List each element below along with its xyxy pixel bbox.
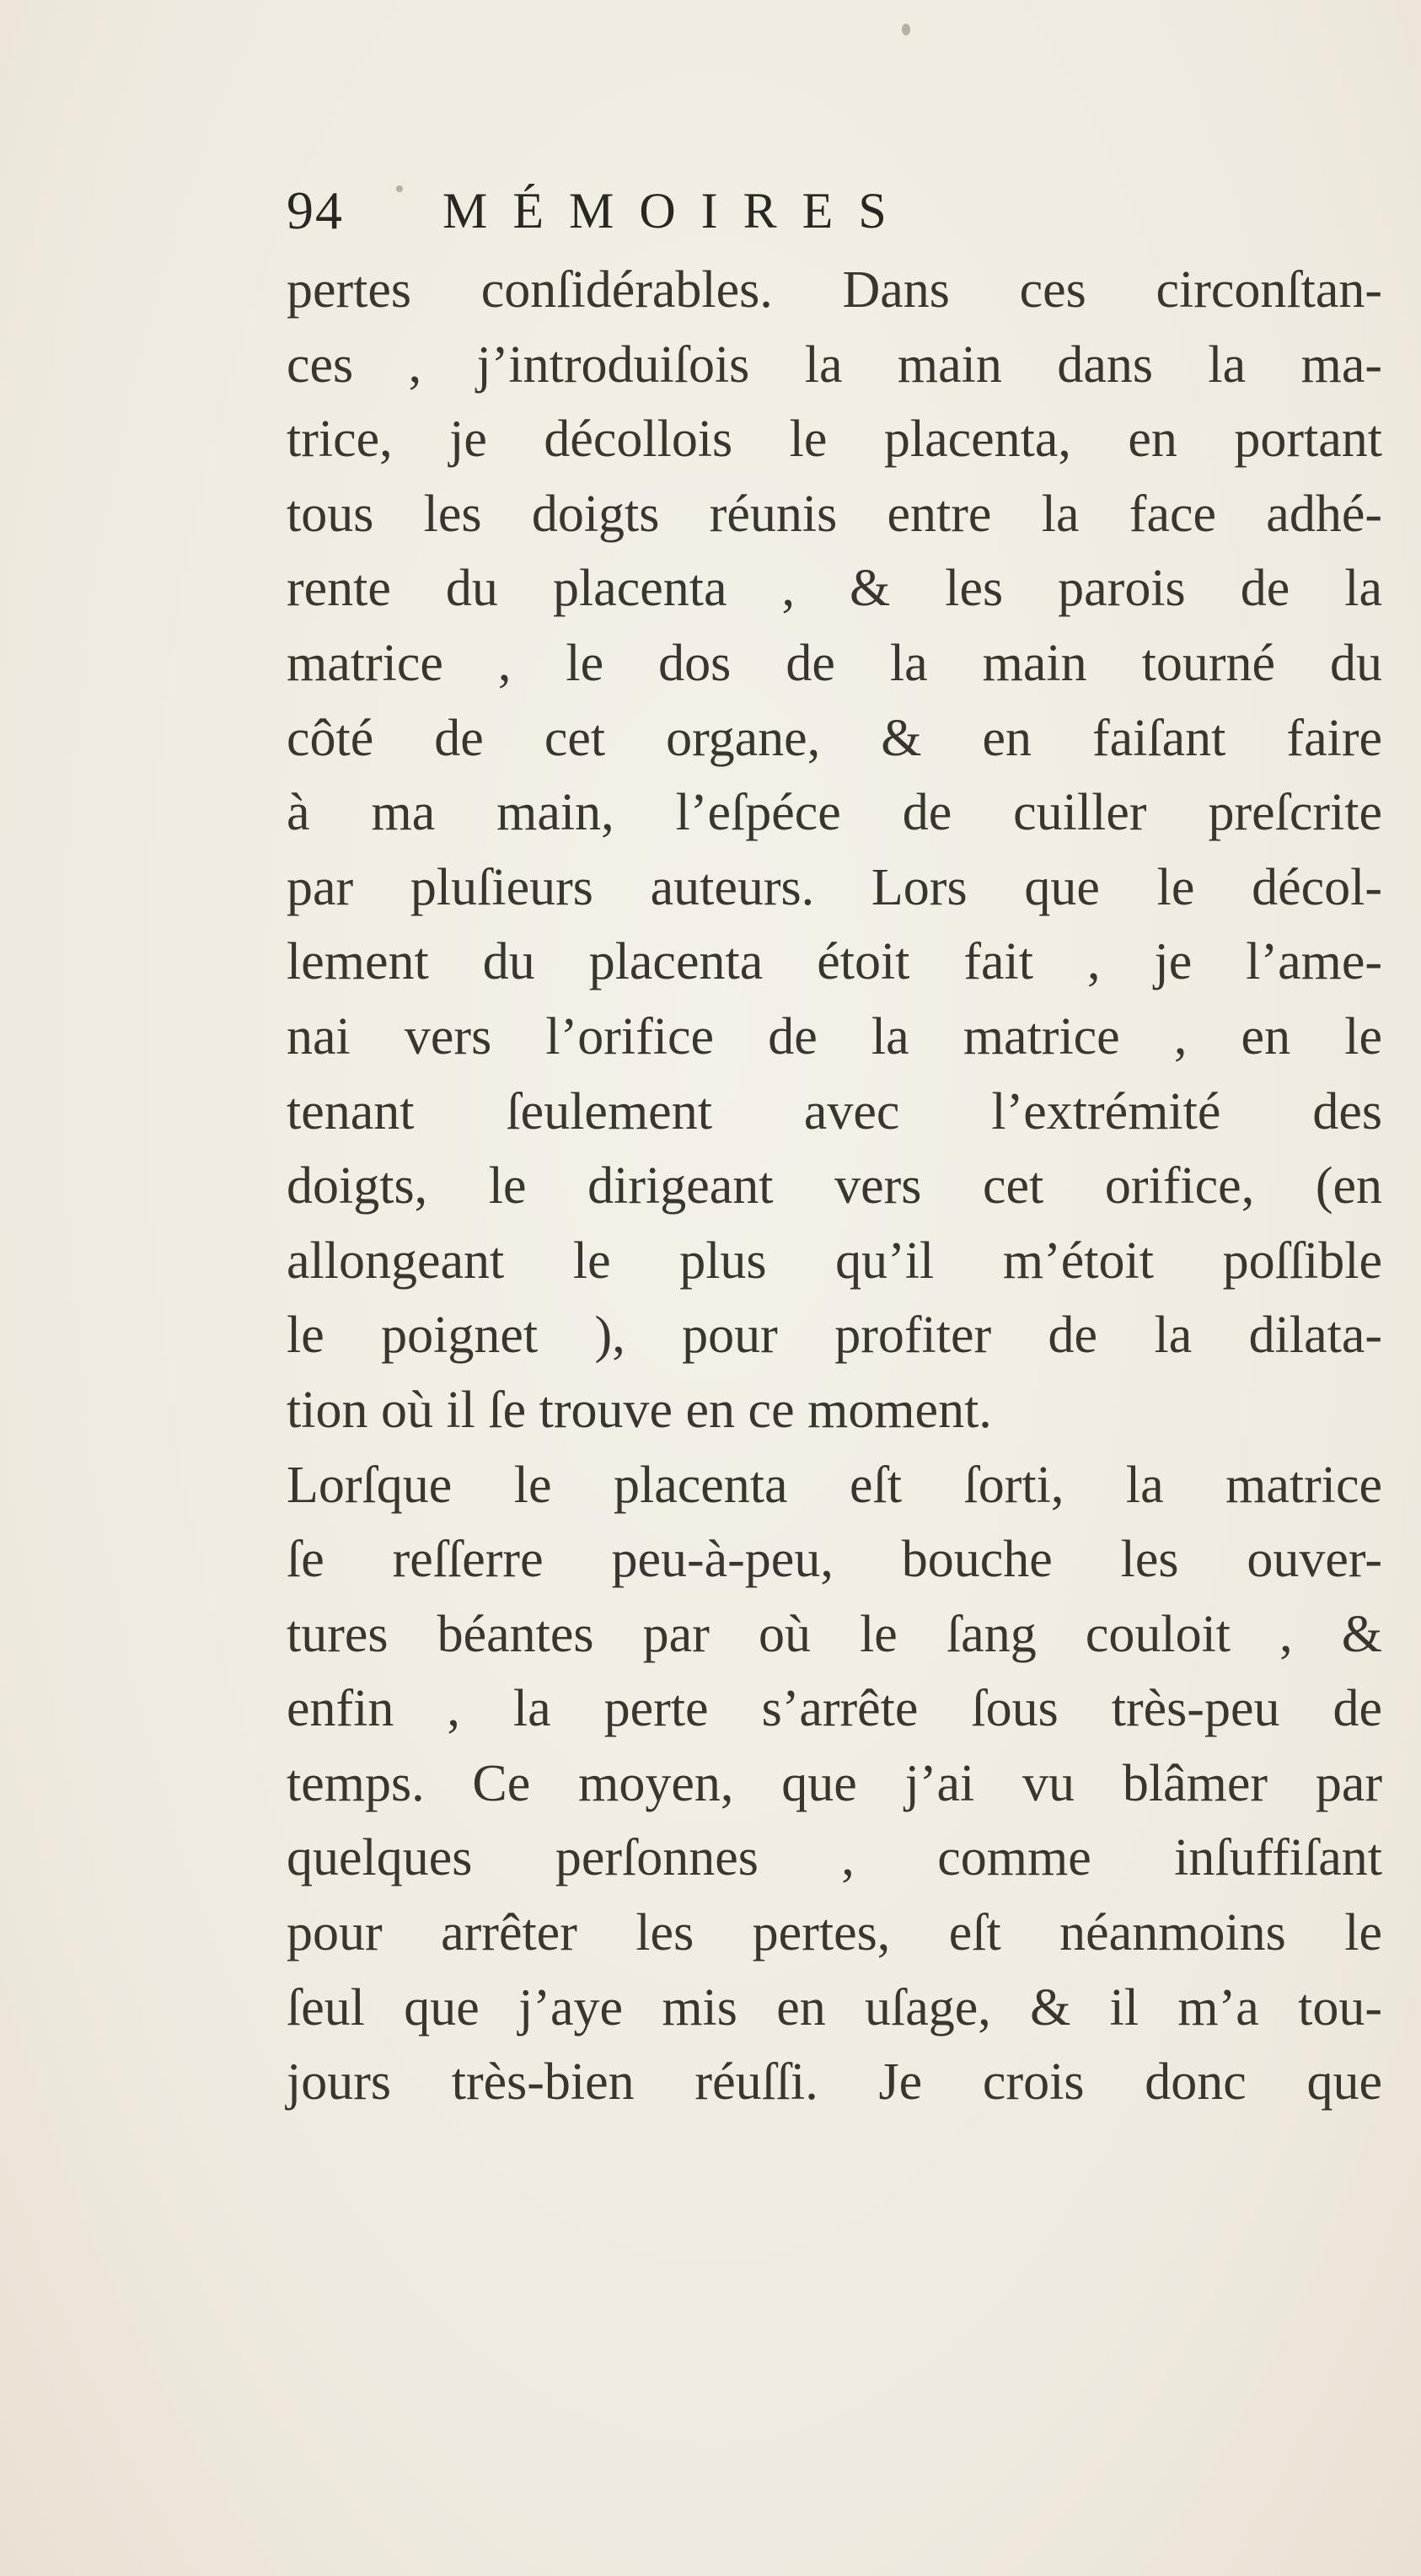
text-line: matrice , le dos de la main tourné du: [287, 634, 1382, 692]
text-line: rente du placenta , & les parois de la: [287, 560, 1382, 618]
text-line: ſe reſſerre peu-à-peu, bouche les ouver-: [287, 1531, 1382, 1589]
text-line: le poignet ), pour profiter de la dilata-: [287, 1307, 1382, 1365]
text-line: Lorſque le placenta eſt ſorti, la matrice: [287, 1456, 1382, 1514]
text-line: tous les doigts réunis entre la face adhé-: [287, 485, 1382, 543]
text-line: trice, je décollois le placenta, en portant: [287, 411, 1382, 469]
text-line: quelques perſonnes , comme inſuffiſant: [287, 1829, 1382, 1887]
text-line: allongeant le plus qu’il m’étoit poſſible: [287, 1232, 1382, 1290]
page-number: 94: [287, 180, 344, 240]
text-line: enfin , la perte s’arrête ſous très-peu de: [287, 1680, 1382, 1738]
text-line: par pluſieurs auteurs. Lors que le décol-: [287, 858, 1382, 916]
text-line: tures béantes par où le ſang couloit , &: [287, 1605, 1382, 1663]
text-line: pertes conſidérables. Dans ces circonſtan-: [287, 261, 1382, 319]
text-line: temps. Ce moyen, que j’ai vu blâmer par: [287, 1754, 1382, 1812]
running-title: MÉMOIRES: [442, 183, 912, 239]
text-line: côté de cet organe, & en faiſant faire: [287, 709, 1382, 767]
text-line: à ma main, l’eſpéce de cuiller preſcrite: [287, 784, 1382, 842]
body-text: [287, 253, 1382, 2120]
text-line: ſeul que j’aye mis en uſage, & il m’a tou-: [287, 1978, 1382, 2037]
text-line: doigts, le dirigeant vers cet orifice, (en: [287, 1157, 1382, 1216]
text-line: tenant ſeulement avec l’extrémité des: [287, 1082, 1382, 1140]
text-line: pour arrêter les pertes, eſt néanmoins le: [287, 1904, 1382, 1962]
page-header: [287, 169, 1129, 253]
text-line: lement du placenta étoit fait , je l’ame-: [287, 933, 1382, 991]
text-line: ces , j’introduiſois la main dans la ma-: [287, 335, 1382, 394]
text-line: jours très-bien réuſſi. Je crois donc que: [287, 2053, 1382, 2112]
text-line: tion où il ſe trouve en ce moment.: [287, 1381, 992, 1439]
ink-speck: [902, 24, 910, 35]
text-line: nai vers l’orifice de la matrice , en le: [287, 1007, 1382, 1065]
